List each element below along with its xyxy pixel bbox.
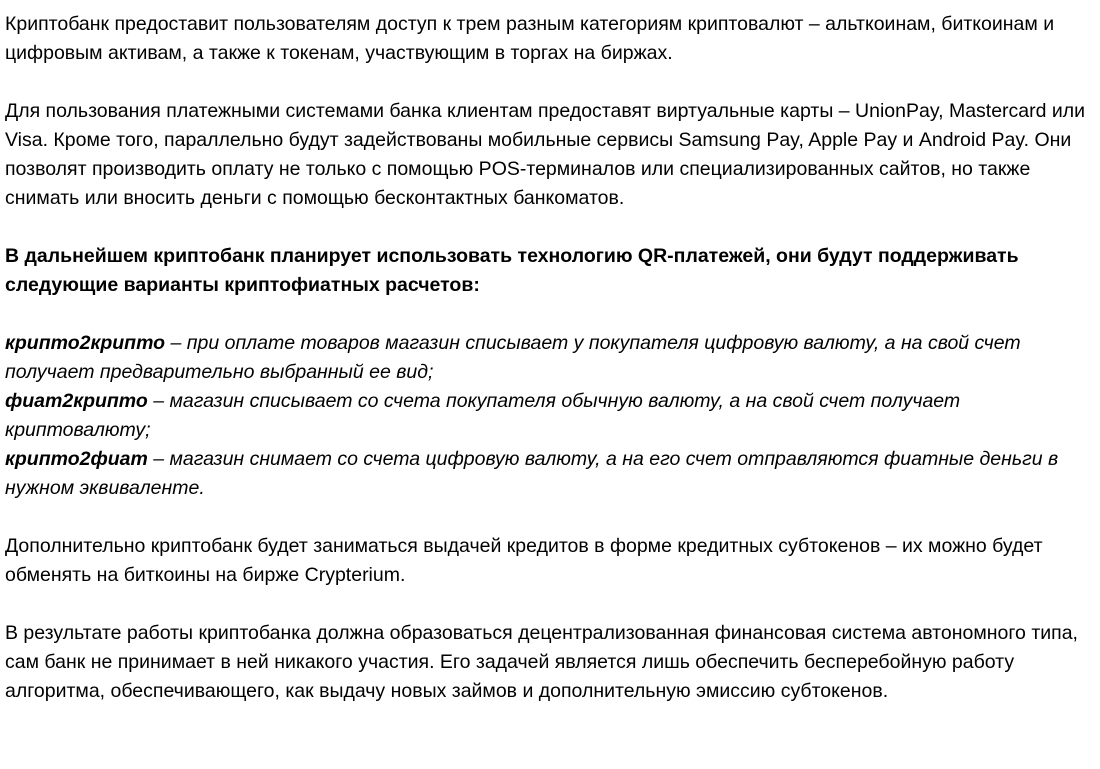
paragraph-qr-payments: В дальнейшем криптобанк планирует использовать технологию QR-платежей, они будут поддерживать следующие варианты криптофиатных расчетов: [5, 245, 1019, 296]
settlement-option-term: крипто2крипто [5, 332, 166, 354]
settlement-option-crypto2crypto [5, 329, 1093, 387]
settlement-option-term: крипто2фиат [5, 448, 148, 470]
paragraph-credits: Дополнительно криптобанк будет заниматься выдачей кредитов в форме кредитных субтокенов – их можно будет обменять на биткоины на бирже Crypterium. [5, 535, 1043, 586]
document-body [5, 10, 1093, 735]
settlement-option-description: – магазин снимает со счета цифровую валюту, а на его счет отправляются фиатные деньги в нужном эквиваленте. [5, 448, 1059, 499]
settlement-option-description: – при оплате товаров магазин списывает у покупателя цифровую валюту, а на свой счет получает предварительно выбранный ее вид; [5, 332, 1021, 383]
settlement-option-crypto2fiat [5, 445, 1093, 503]
settlement-option-description: – магазин списывает со счета покупателя обычную валюту, а на свой счет получает криптовалюту; [5, 390, 961, 441]
paragraph-payment-systems: Для пользования платежными системами банка клиентам предоставят виртуальные карты – UnionPay, Mastercard или Visa. Кроме того, параллельно будут задействованы мобильные сервисы Samsung Pay, Apple Pay и Android Pay. Они позволят производить оплату не только с помощью POS-терминалов или специализированных сайтов, но также снимать или вносить деньги с помощью бесконтактных банкоматов. [5, 100, 1086, 209]
settlement-option-term: фиат2крипто [5, 390, 148, 412]
settlement-options-list [5, 329, 1093, 503]
paragraph-crypto-categories: Криптобанк предоставит пользователям доступ к трем разным категориям криптовалют – альткоинам, биткоинам и цифровым активам, а также к токенам, участвующим в торгах на биржах. [5, 13, 1055, 64]
paragraph-decentralized-system: В результате работы криптобанка должна образоваться децентрализованная финансовая система автономного типа, сам банк не принимает в ней никакого участия. Его задачей является лишь обеспечить бесперебойную работу алгоритма, обеспечивающего, как выдачу новых займов и дополнительную эмиссию субтокенов. [5, 622, 1078, 702]
settlement-option-fiat2crypto [5, 387, 1093, 445]
